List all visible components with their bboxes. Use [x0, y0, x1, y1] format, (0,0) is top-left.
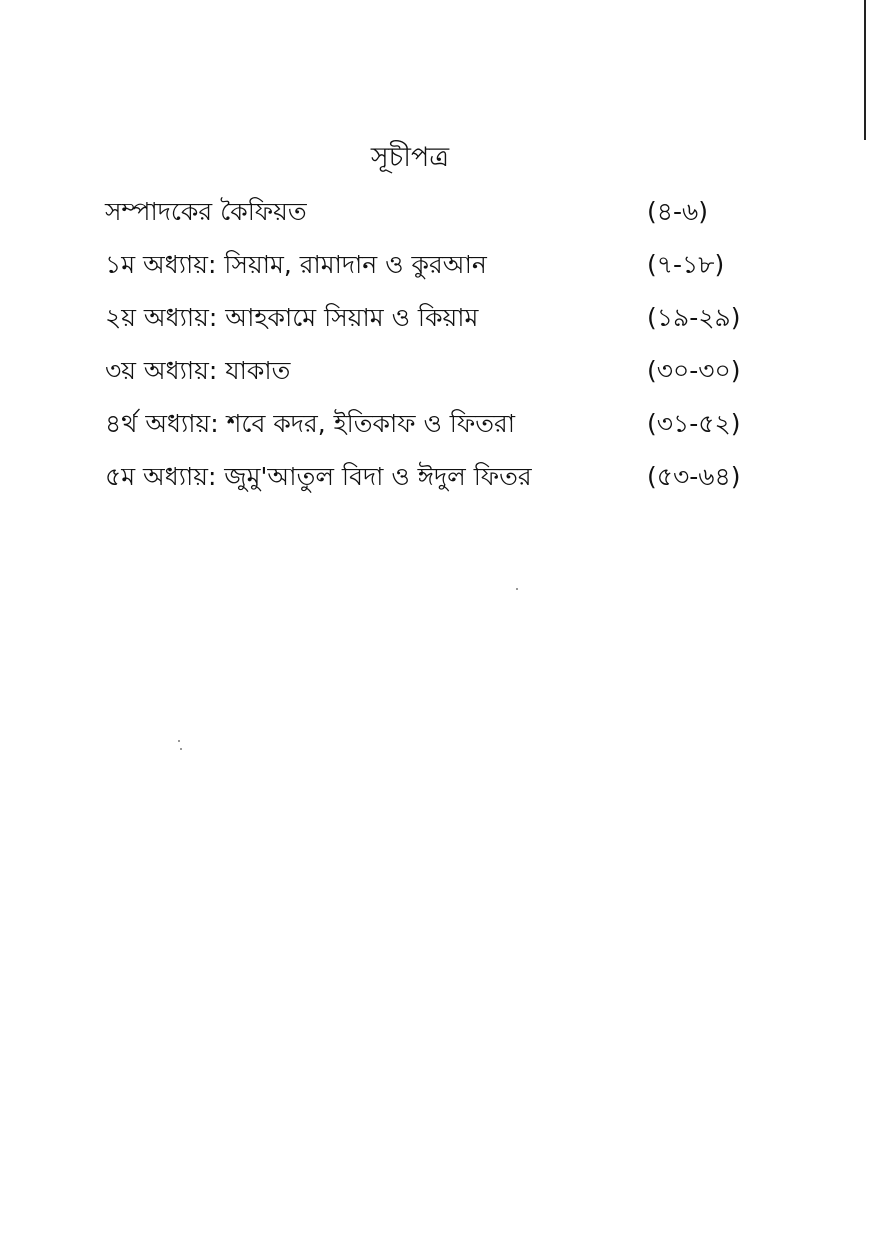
toc-entry-label: ৪র্থ অধ্যায়: শবে কদর, ইতিকাফ ও ফিতরা [105, 409, 515, 438]
toc-entry[interactable] [105, 245, 757, 298]
toc-entry-label: সম্পাদকের কৈফিয়ত [105, 197, 307, 226]
toc-entry-label: ২য় অধ্যায়: আহকামে সিয়াম ও কিয়াম [105, 303, 479, 332]
toc-entry-label: ৫ম অধ্যায়: জুমু'আতুল বিদা ও ঈদুল ফিতর [105, 462, 532, 491]
toc-entry[interactable] [105, 298, 757, 351]
scan-speck [180, 748, 182, 750]
toc-entry-label: ৩য় অধ্যায়: যাকাত [105, 356, 291, 385]
toc-entry[interactable] [105, 404, 757, 457]
scan-speck [516, 588, 518, 590]
toc-entry[interactable] [105, 457, 757, 510]
toc-entry-label: ১ম অধ্যায়: সিয়াম, রামাদান ও কুরআন [105, 250, 487, 279]
toc-entry-pages: (৭-১৮) [647, 250, 725, 279]
toc-entry[interactable] [105, 351, 757, 404]
toc-entry-pages: (৩০-৩০) [647, 356, 741, 385]
scan-speck [178, 740, 180, 742]
table-of-contents [105, 192, 757, 510]
toc-entry[interactable] [105, 192, 757, 245]
toc-entry-pages: (৪-৬) [647, 197, 709, 226]
page-edge-line [864, 0, 866, 140]
toc-entry-pages: (৫৩-৬৪) [647, 462, 741, 491]
toc-entry-pages: (১৯-২৯) [647, 303, 741, 332]
toc-entry-pages: (৩১-৫২) [647, 409, 741, 438]
toc-title: সূচীপত্র [370, 142, 450, 173]
